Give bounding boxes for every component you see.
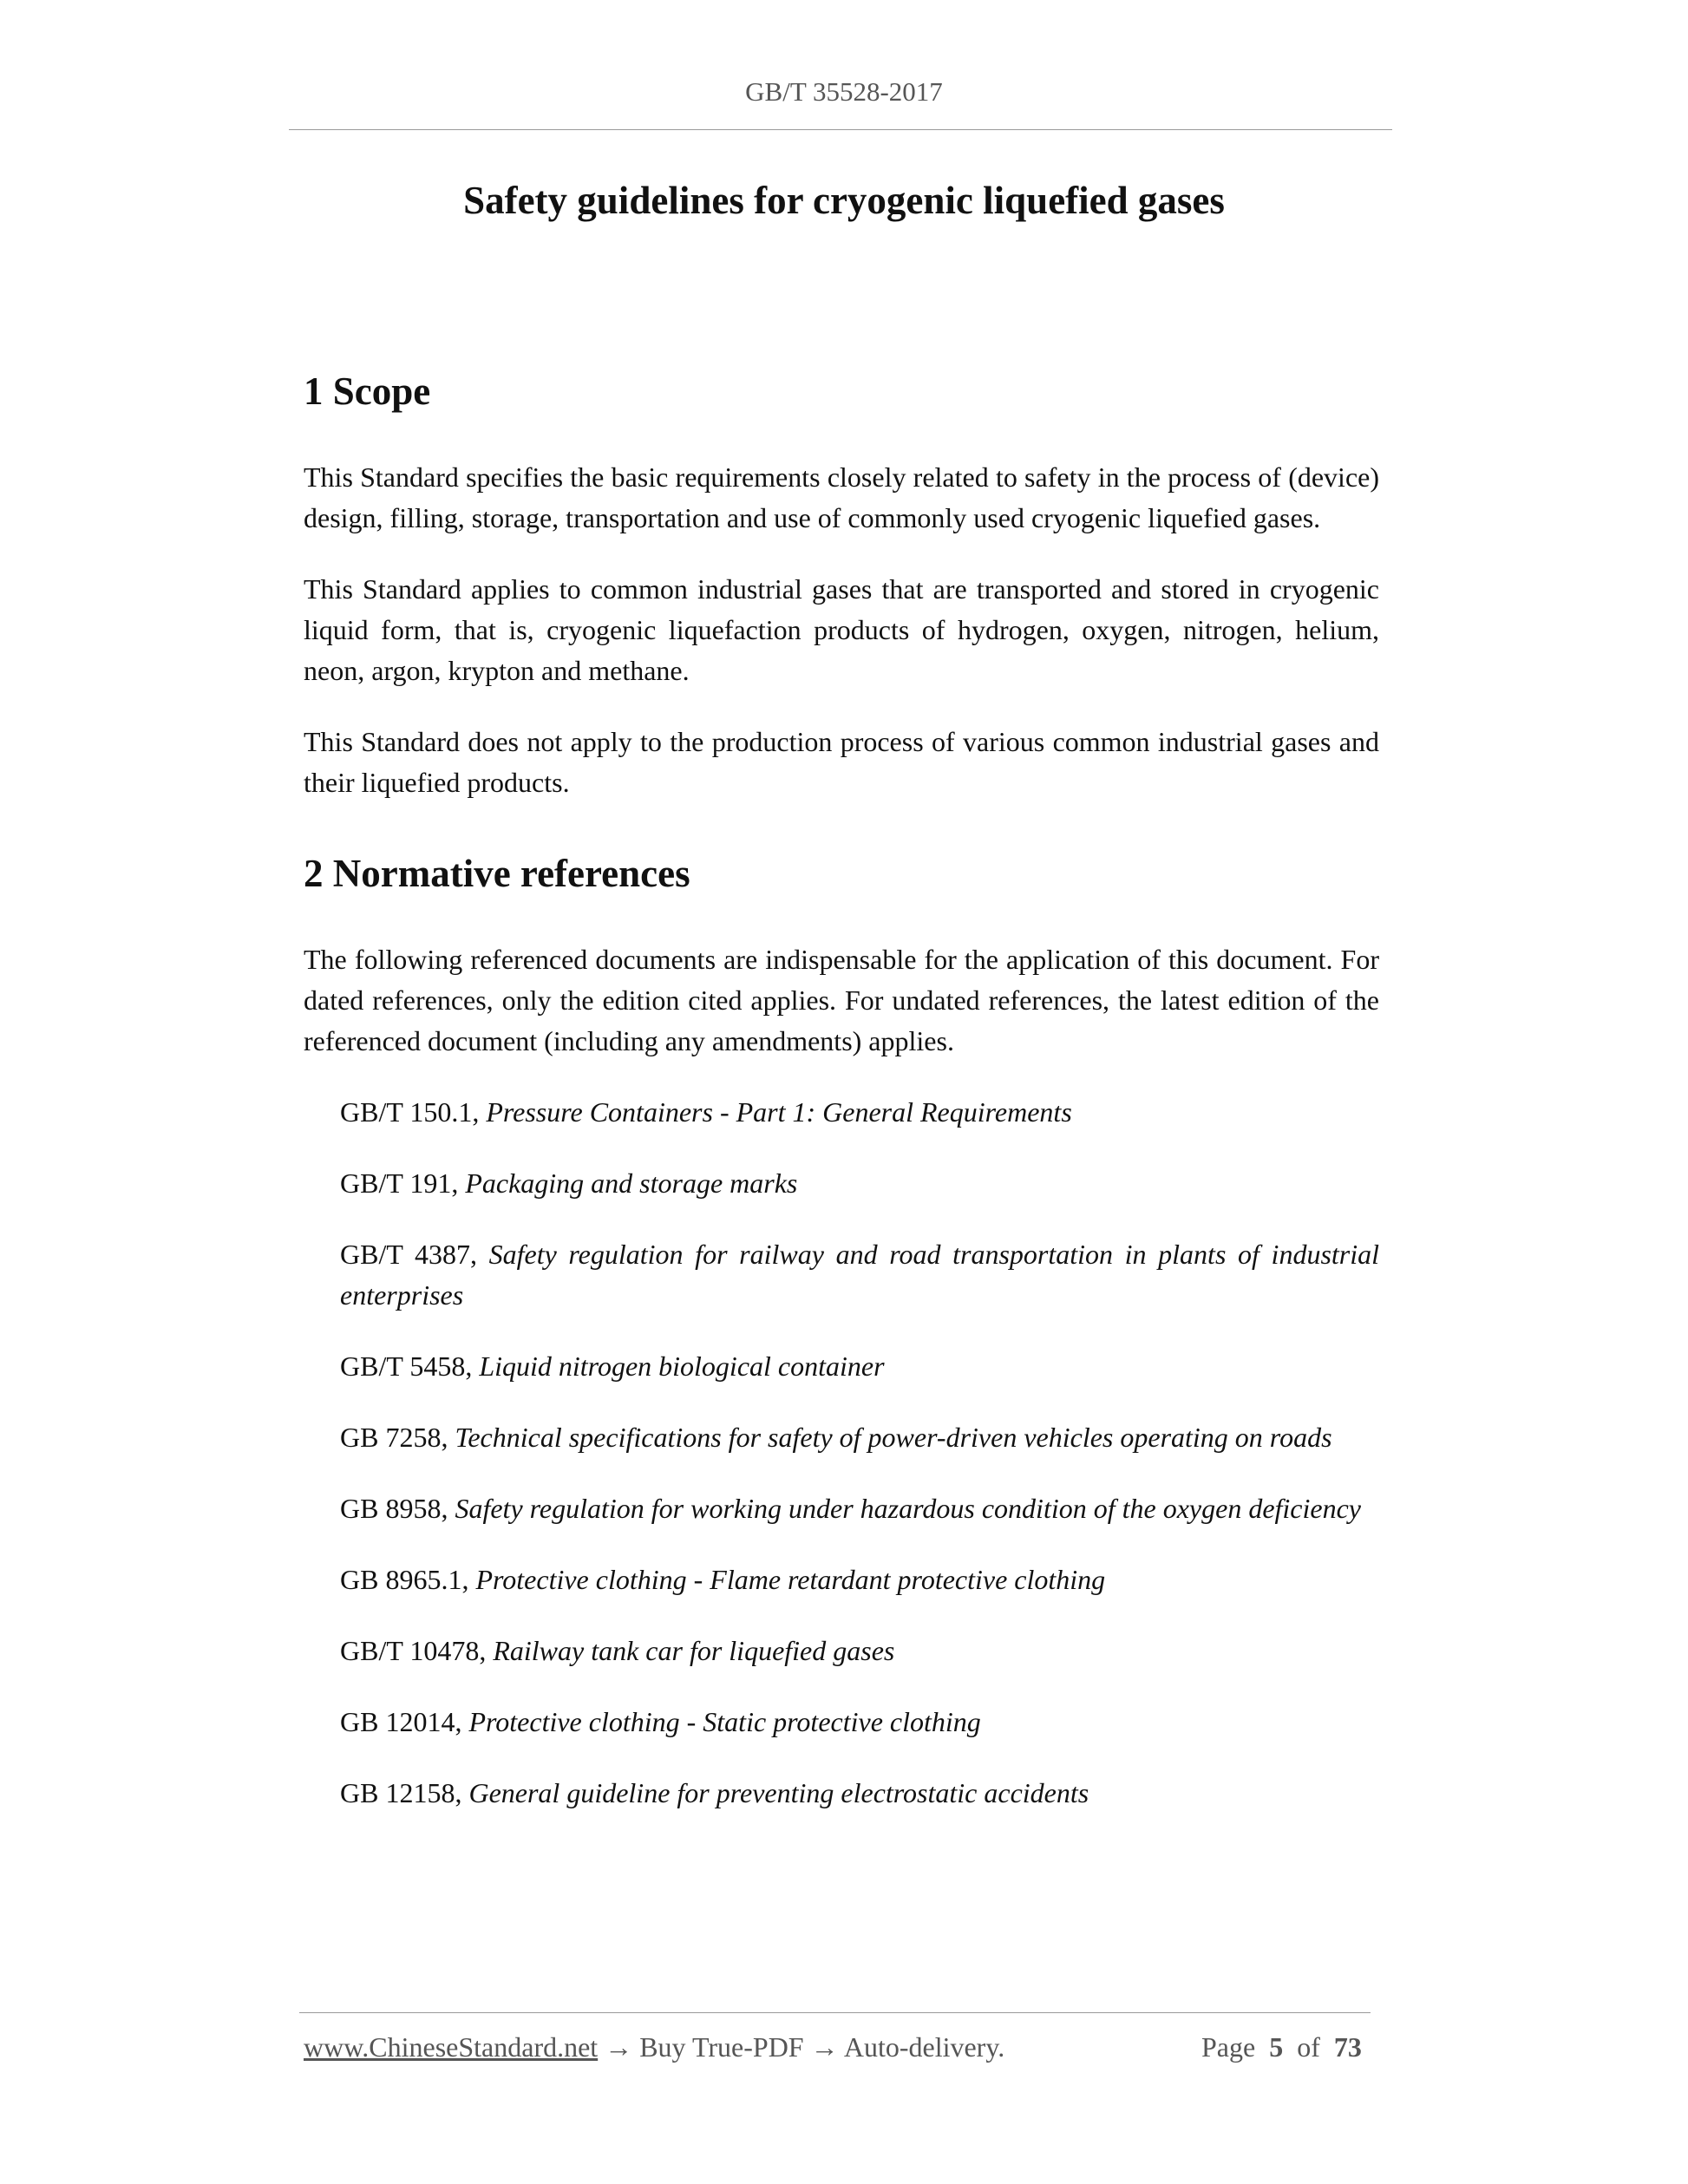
current-page: 5 — [1269, 2031, 1284, 2063]
scope-paragraph-2: This Standard applies to common industrial gases that are transported and stored in cryogenic liquid form, that is, cryogenic liquefaction products of hydrogen, oxygen, nitrogen, helium, neon, argon, krypton and methane. — [304, 573, 1379, 686]
page-number — [1201, 2031, 1362, 2063]
reference-title: Safety regulation for working under hazardous condition of the oxygen deficiency — [455, 1493, 1361, 1524]
reference-title: Packaging and storage marks — [465, 1167, 798, 1199]
scope-paragraph-1: This Standard specifies the basic requirements closely related to safety in the process of (device) design, filling, storage, transportation and use of commonly used cryogenic liquefied gases. — [304, 461, 1379, 533]
website-link[interactable]: www.ChineseStandard.net — [304, 2031, 599, 2063]
document-title: Safety guidelines for cryogenic liquefied gases — [463, 179, 1225, 222]
reference-item — [340, 1346, 1379, 1387]
reference-title: Railway tank car for liquefied gases — [493, 1635, 895, 1666]
arrow-right-icon: → — [810, 2031, 839, 2063]
reference-item — [340, 1234, 1379, 1316]
reference-title: Protective clothing - Flame retardant protective clothing — [475, 1564, 1106, 1595]
of-label: of — [1297, 2031, 1320, 2063]
reference-code: GB/T 10478, — [340, 1635, 487, 1666]
reference-item — [340, 1773, 1379, 1814]
section-heading-normative-references: 2 Normative references — [304, 852, 690, 895]
reference-code: GB 12158, — [340, 1777, 462, 1808]
reference-title: Pressure Containers - Part 1: General Requirements — [486, 1096, 1072, 1128]
reference-title: Protective clothing - Static protective clothing — [468, 1706, 981, 1737]
reference-item — [340, 1631, 1379, 1671]
arrow-right-icon: → — [605, 2031, 633, 2063]
normative-references-intro: The following referenced documents are indispensable for the application of this document. For dated references, only the edition cited applies. For undated references, the latest edition of the referenced document (including any amendments) applies. — [304, 944, 1379, 1056]
reference-item — [340, 1702, 1379, 1743]
reference-title: Safety regulation for railway and road transportation in plants of industrial enterprises — [340, 1239, 1380, 1311]
reference-item — [340, 1417, 1379, 1458]
footer-promo — [304, 2031, 1004, 2063]
reference-title: General guideline for preventing electrostatic accidents — [468, 1777, 1089, 1808]
reference-code: GB/T 5458, — [340, 1350, 473, 1382]
reference-item — [340, 1092, 1379, 1133]
reference-code: GB/T 191, — [340, 1167, 459, 1199]
running-header: GB/T 35528-2017 — [745, 76, 943, 107]
reference-code: GB 12014, — [340, 1706, 462, 1737]
reference-item — [340, 1560, 1379, 1600]
header-divider — [289, 129, 1392, 130]
auto-delivery-text: Auto-delivery. — [843, 2031, 1005, 2063]
reference-title: Liquid nitrogen biological container — [479, 1350, 885, 1382]
document-body — [304, 369, 1379, 1814]
buy-true-pdf-text: Buy True-PDF — [639, 2031, 804, 2063]
total-pages: 73 — [1333, 2031, 1362, 2063]
footer-divider — [299, 2012, 1371, 2013]
reference-code: GB/T 4387, — [340, 1239, 477, 1270]
reference-code: GB 7258, — [340, 1422, 448, 1453]
page-label: Page — [1201, 2031, 1256, 2063]
reference-title: Technical specifications for safety of power-driven vehicles operating on roads — [455, 1422, 1332, 1453]
section-heading-scope: 1 Scope — [304, 369, 431, 413]
reference-code: GB 8965.1, — [340, 1564, 469, 1595]
reference-item — [340, 1163, 1379, 1204]
reference-item — [340, 1488, 1379, 1529]
reference-code: GB/T 150.1, — [340, 1096, 480, 1128]
scope-paragraph-3: This Standard does not apply to the production process of various common industrial gases and their liquefied products. — [304, 726, 1379, 798]
reference-code: GB 8958, — [340, 1493, 448, 1524]
